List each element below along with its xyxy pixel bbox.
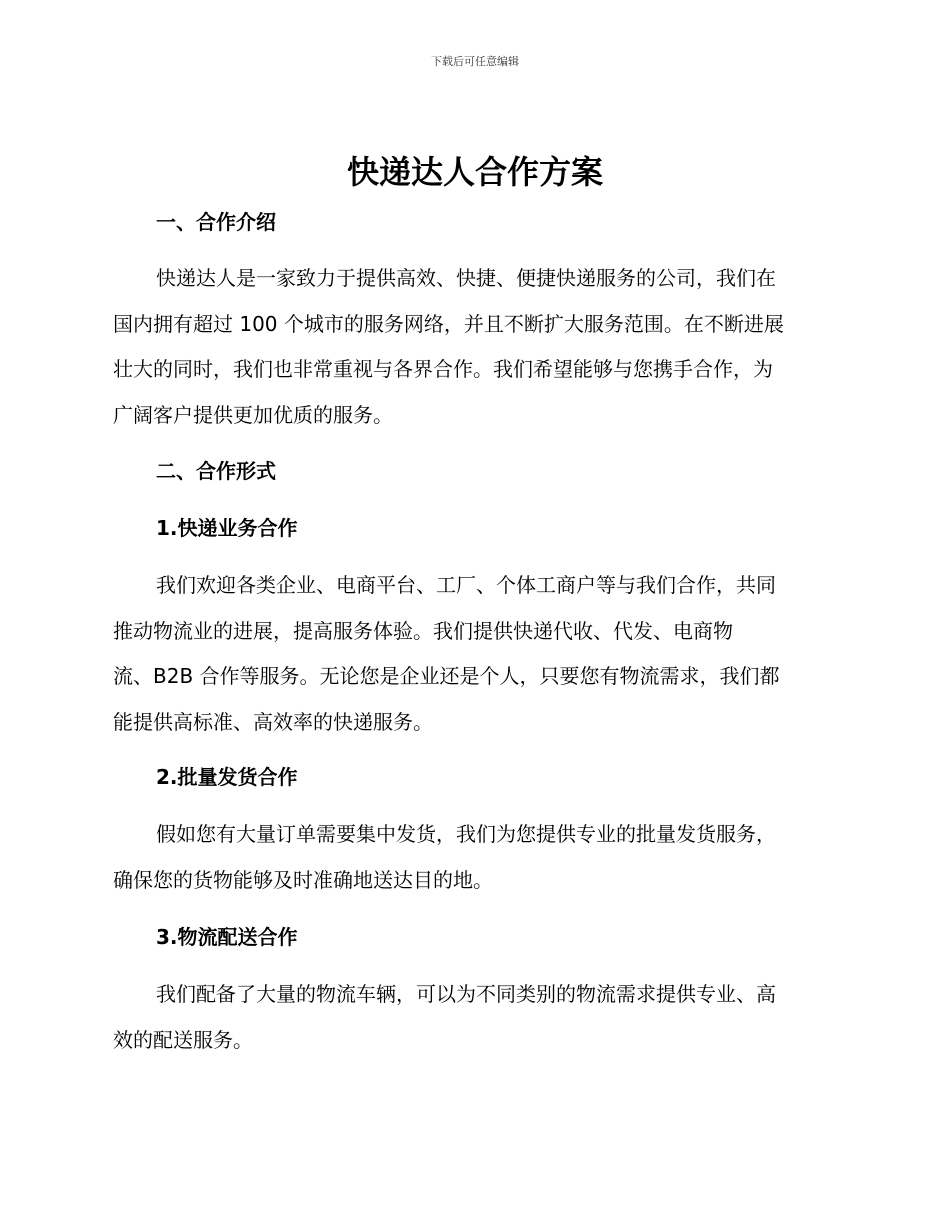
subsection-heading-logistics-delivery: 3.物流配送合作 [156, 925, 298, 949]
paragraph-line: 能提供高标准、高效率的快递服务。 [113, 709, 433, 734]
paragraph-line: 流、B2B 合作等服务。无论您是企业还是个人，只要您有物流需求，我们都 [113, 664, 780, 688]
subsection-paragraph-express-business [113, 563, 829, 745]
paragraph-line: 我们欢迎各类企业、电商平台、工厂、个体工商户等与我们合作，共同 [156, 573, 776, 597]
section-heading-cooperation-intro: 一、合作介绍 [156, 210, 276, 234]
section-paragraph-cooperation-intro [113, 256, 829, 438]
subsection-heading-bulk-shipping: 2.批量发货合作 [156, 765, 298, 789]
paragraph-line: 快递达人是一家致力于提供高效、快捷、便捷快递服务的公司，我们在 [156, 266, 776, 290]
section-heading-cooperation-forms: 二、合作形式 [156, 459, 276, 483]
document-title: 快递达人合作方案 [346, 153, 603, 191]
paragraph-line: 国内拥有超过 100 个城市的服务网络，并且不断扩大服务范围。在不断进展 [113, 311, 784, 336]
paragraph-line: 效的配送服务。 [113, 1027, 253, 1052]
paragraph-line: 推动物流业的进展，提高服务体验。我们提供快递代收、代发、电商物 [113, 618, 733, 643]
paragraph-line: 确保您的货物能够及时准确地送达目的地。 [113, 867, 493, 892]
subsection-paragraph-bulk-shipping [113, 812, 829, 903]
subsection-heading-express-business: 1.快递业务合作 [156, 516, 298, 540]
page-header-note: 下载后可任意编辑 [431, 55, 519, 68]
subsection-paragraph-logistics-delivery [113, 972, 829, 1063]
paragraph-line: 我们配备了大量的物流车辆，可以为不同类别的物流需求提供专业、高 [156, 982, 776, 1006]
paragraph-line: 壮大的同时，我们也非常重视与各界合作。我们希望能够与您携手合作，为 [113, 357, 773, 381]
paragraph-line: 广阔客户提供更加优质的服务。 [113, 402, 393, 427]
paragraph-line: 假如您有大量订单需要集中发货，我们为您提供专业的批量发货服务， [156, 822, 776, 846]
